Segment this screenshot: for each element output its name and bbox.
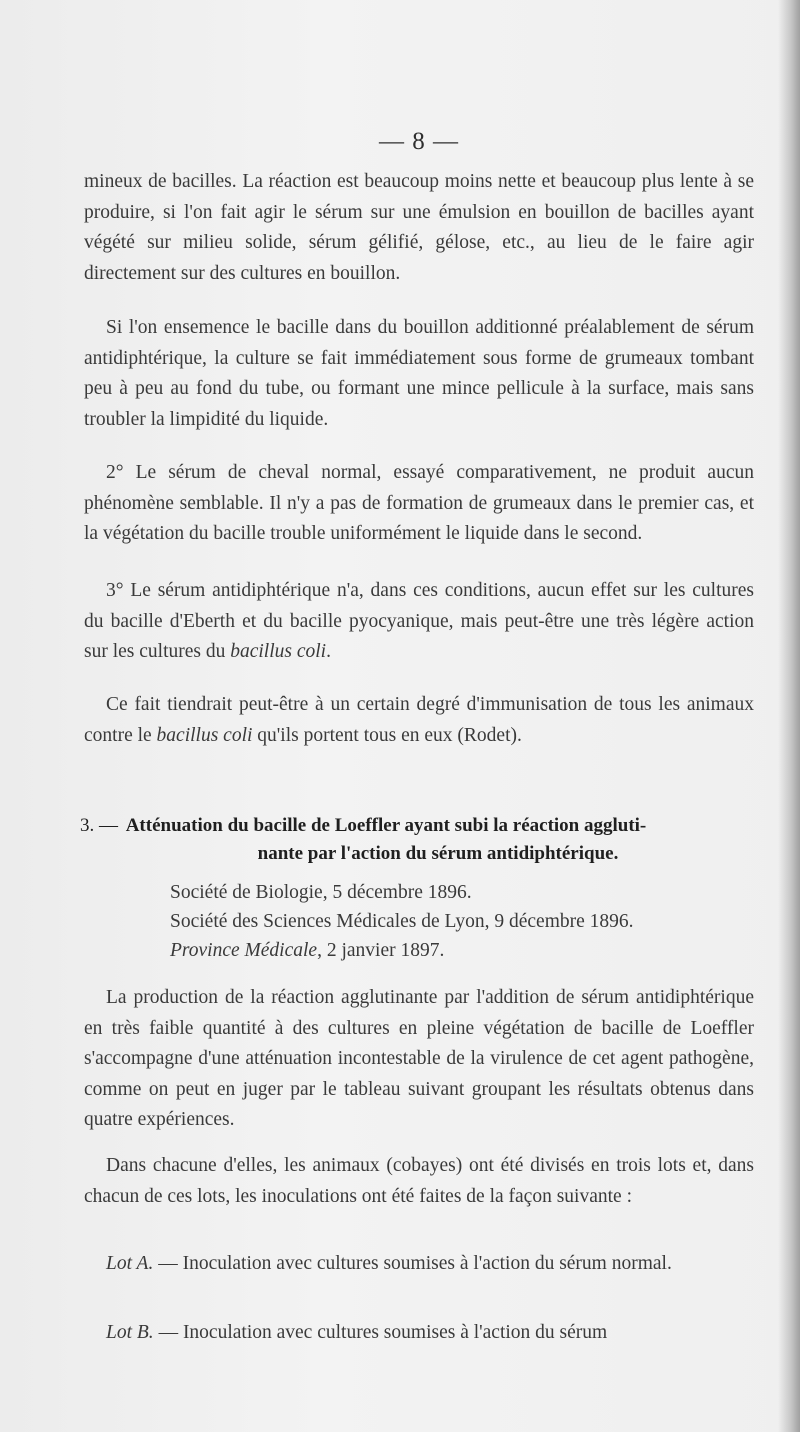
- paragraph-text: [84, 690, 754, 751]
- journal-name: Province Médicale: [170, 940, 318, 961]
- paragraph-text-part: — Inoculation avec cultures soumises à l'action du sérum normal.: [153, 1253, 672, 1274]
- paragraph-method: [84, 1151, 754, 1212]
- paragraph-text: [84, 576, 754, 668]
- paragraph-text: [84, 1249, 754, 1280]
- paragraph-immunisation: [84, 690, 754, 751]
- paragraph-text: Si l'on ensemence le bacille dans du bouillon additionné préalablement de sérum antidiphtérique, la culture se fait immédiatement sous forme de grumeaux tombant peu à peu au fond du tube, ou formant une mince pellicule à la surface, mais sans troubler la limpidité du liquide.: [84, 317, 754, 430]
- paragraph-normal-serum: [84, 458, 754, 550]
- page-number: — 8 —: [379, 128, 459, 155]
- lot-label: Lot B.: [106, 1322, 154, 1343]
- italic-term: bacillus coli: [230, 641, 327, 662]
- reference-date: , 2 janvier 1897.: [317, 940, 445, 961]
- section-title-line1: Atténuation du bacille de Loeffler ayant subi la réaction aggluti-: [125, 815, 647, 836]
- paragraph-text: La production de la réaction agglutinante par l'addition de sérum antidiphtérique en très faible quantité à des cultures en pleine végétation de bacille de Loeffler s'accompagne d'une atténuation incontestable de la virulence de cet agent pathogène, comme on peut en juger par le tableau suivant groupant les résultats obtenus dans quatre expériences.: [84, 987, 754, 1130]
- section-number: 3. —: [80, 815, 118, 836]
- reference-item: Société de Biologie, 5 décembre 1896.: [170, 882, 472, 903]
- paragraph-attenuation: [84, 983, 754, 1136]
- italic-term: bacillus coli: [156, 724, 253, 746]
- paragraph-text-part: 3° Le sérum antidiphtérique n'a, dans ces conditions, aucun effet sur les cultures du bacille d'Eberth et du bacille pyocyanique, mais peut-être une très légère action sur les cultures du: [84, 580, 754, 662]
- paragraph-seeding: [84, 313, 754, 435]
- paragraph-text-part: .: [326, 641, 331, 662]
- paragraph-text-part: — Inoculation avec cultures soumises à l'action du sérum: [153, 1322, 608, 1343]
- lot-label: Lot A.: [106, 1253, 154, 1274]
- paragraph-other-cultures: [84, 576, 754, 668]
- paragraph-lot-b: [84, 1318, 754, 1349]
- paragraph-lot-a: [84, 1249, 754, 1280]
- paragraph-text: mineux de bacilles. La réaction est beaucoup moins nette et beaucoup plus lente à se produire, si l'on fait agir le sérum sur une émulsion en bouillon de bacilles ayant végété sur milieu solide, sérum gélifié, gélose, etc., au lieu de le faire agir directement sur des cultures en bouillon.: [84, 171, 754, 284]
- paragraph-text: 2° Le sérum de cheval normal, essayé comparativement, ne produit aucun phénomène semblable. Il n'y a pas de formation de grumeaux dans le premier cas, et la végétation du bacille trouble uniformément le liquide dans le second.: [84, 462, 754, 544]
- paragraph-continuation: [84, 167, 754, 289]
- page-edge-shadow: [778, 0, 800, 1432]
- reference-item: Société des Sciences Médicales de Lyon, 9 décembre 1896.: [170, 911, 634, 932]
- section-title-line2: nante par l'action du sérum antidiphtérique.: [257, 843, 619, 864]
- reference-item: [170, 936, 760, 965]
- paragraph-text-part: Ce fait tiendrait peut-être à un certain degré d'immunisation de tous les animaux contre le: [84, 694, 754, 746]
- section-heading: [80, 812, 756, 868]
- references-list: [170, 878, 760, 965]
- paragraph-text-part: qu'ils portent tous en eux (Rodet).: [252, 724, 522, 746]
- paragraph-text: [84, 1318, 754, 1349]
- paragraph-text: Dans chacune d'elles, les animaux (cobayes) ont été divisés en trois lots et, dans chacun de ces lots, les inoculations ont été faites de la façon suivante :: [84, 1155, 754, 1207]
